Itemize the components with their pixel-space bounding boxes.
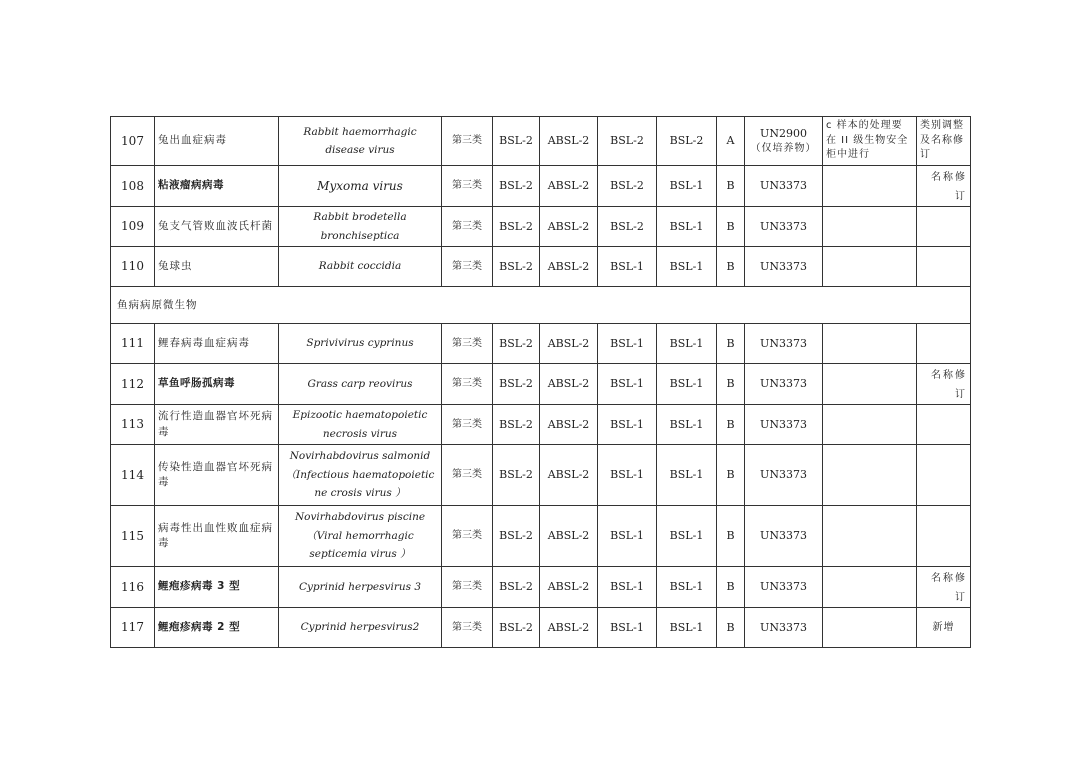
note-cell xyxy=(917,207,971,247)
hazard-class: 第三类 xyxy=(442,405,493,445)
lab-level-cultivation: BSL-2 xyxy=(493,166,540,207)
pathogen-name-zh: 兔出血症病毒 xyxy=(155,117,279,166)
remark-cell xyxy=(823,506,917,567)
table-row xyxy=(111,364,971,405)
lab-level-animal: ABSL-2 xyxy=(540,506,598,567)
packaging-category: B xyxy=(717,166,745,207)
remark-cell: c 样本的处理要在 II 级生物安全柜中进行 xyxy=(823,117,917,166)
un-number: UN3373 xyxy=(745,207,823,247)
hazard-class: 第三类 xyxy=(442,506,493,567)
note-cell xyxy=(917,324,971,364)
lab-level-inactivated: BSL-1 xyxy=(657,364,717,405)
lab-level-animal: ABSL-2 xyxy=(540,405,598,445)
un-number xyxy=(745,117,823,166)
lab-level-uncultured: BSL-1 xyxy=(598,247,657,287)
remark-cell xyxy=(823,567,917,608)
lab-level-inactivated: BSL-1 xyxy=(657,608,717,648)
lab-level-animal: ABSL-2 xyxy=(540,207,598,247)
hazard-class: 第三类 xyxy=(442,608,493,648)
pathogen-name-en: Epizootic haematopoietic necrosis virus xyxy=(279,405,442,445)
pathogen-name-en: Sprivivirus cyprinus xyxy=(279,324,442,364)
table-row xyxy=(111,324,971,364)
row-number: 115 xyxy=(111,506,155,567)
section-title: 鱼病病原微生物 xyxy=(111,287,971,324)
table-row xyxy=(111,117,971,166)
lab-level-inactivated: BSL-1 xyxy=(657,405,717,445)
lab-level-uncultured: BSL-1 xyxy=(598,405,657,445)
pathogen-name-zh: 病毒性出血性败血症病毒 xyxy=(155,506,279,567)
un-number: UN3373 xyxy=(745,166,823,207)
un-number: UN3373 xyxy=(745,445,823,506)
lab-level-inactivated: BSL-1 xyxy=(657,166,717,207)
lab-level-uncultured: BSL-2 xyxy=(598,117,657,166)
note-cell xyxy=(917,405,971,445)
lab-level-inactivated: BSL-1 xyxy=(657,567,717,608)
lab-level-animal: ABSL-2 xyxy=(540,445,598,506)
lab-level-cultivation: BSL-2 xyxy=(493,364,540,405)
packaging-category: B xyxy=(717,567,745,608)
packaging-category: B xyxy=(717,445,745,506)
pathogen-name-en: Rabbit coccidia xyxy=(279,247,442,287)
note-cell: 类别调整及名称修订 xyxy=(917,117,971,166)
hazard-class: 第三类 xyxy=(442,117,493,166)
row-number: 112 xyxy=(111,364,155,405)
lab-level-inactivated: BSL-1 xyxy=(657,324,717,364)
row-number: 109 xyxy=(111,207,155,247)
remark-cell xyxy=(823,608,917,648)
row-number: 116 xyxy=(111,567,155,608)
table-row xyxy=(111,506,971,567)
un-code: UN2900 xyxy=(760,127,807,141)
note-cell xyxy=(917,247,971,287)
lab-level-animal: ABSL-2 xyxy=(540,247,598,287)
pathogen-name-zh: 鲤春病毒血症病毒 xyxy=(155,324,279,364)
pathogen-name-en: Novirhabdovirus salmonid （Infectious haematopoietic ne crosis virus ） xyxy=(279,445,442,506)
lab-level-animal: ABSL-2 xyxy=(540,324,598,364)
section-row xyxy=(111,287,971,324)
pathogen-name-en: Cyprinid herpesvirus 3 xyxy=(279,567,442,608)
packaging-category: B xyxy=(717,405,745,445)
pathogen-name-en: Rabbit brodetella bronchiseptica xyxy=(279,207,442,247)
packaging-category: B xyxy=(717,207,745,247)
hazard-class: 第三类 xyxy=(442,207,493,247)
un-number: UN3373 xyxy=(745,364,823,405)
un-qualifier: （仅培养物） xyxy=(750,142,817,154)
lab-level-uncultured: BSL-1 xyxy=(598,567,657,608)
packaging-category: B xyxy=(717,506,745,567)
lab-level-animal: ABSL-2 xyxy=(540,364,598,405)
lab-level-cultivation: BSL-2 xyxy=(493,324,540,364)
pathogen-table xyxy=(110,116,971,648)
lab-level-animal: ABSL-2 xyxy=(540,166,598,207)
lab-level-inactivated: BSL-1 xyxy=(657,207,717,247)
packaging-category: B xyxy=(717,608,745,648)
lab-level-cultivation: BSL-2 xyxy=(493,608,540,648)
lab-level-cultivation: BSL-2 xyxy=(493,405,540,445)
lab-level-cultivation: BSL-2 xyxy=(493,567,540,608)
lab-level-animal: ABSL-2 xyxy=(540,567,598,608)
lab-level-cultivation: BSL-2 xyxy=(493,445,540,506)
table-row xyxy=(111,247,971,287)
lab-level-uncultured: BSL-1 xyxy=(598,608,657,648)
pathogen-name-zh: 粘液瘤病病毒 xyxy=(155,166,279,207)
un-number: UN3373 xyxy=(745,567,823,608)
remark-cell xyxy=(823,445,917,506)
lab-level-uncultured: BSL-1 xyxy=(598,445,657,506)
packaging-category: B xyxy=(717,364,745,405)
lab-level-uncultured: BSL-2 xyxy=(598,207,657,247)
hazard-class: 第三类 xyxy=(442,324,493,364)
lab-level-inactivated: BSL-1 xyxy=(657,445,717,506)
lab-level-uncultured: BSL-2 xyxy=(598,166,657,207)
note-cell: 名称修订 xyxy=(917,166,971,207)
table-row xyxy=(111,445,971,506)
table-row xyxy=(111,166,971,207)
lab-level-uncultured: BSL-1 xyxy=(598,324,657,364)
hazard-class: 第三类 xyxy=(442,445,493,506)
table-row xyxy=(111,405,971,445)
lab-level-cultivation: BSL-2 xyxy=(493,247,540,287)
pathogen-name-zh: 草鱼呼肠孤病毒 xyxy=(155,364,279,405)
row-number: 117 xyxy=(111,608,155,648)
pathogen-name-zh: 流行性造血器官坏死病毒 xyxy=(155,405,279,445)
pathogen-name-en: Novirhabdovirus piscine （Viral hemorrhagic septicemia virus ） xyxy=(279,506,442,567)
remark-cell xyxy=(823,324,917,364)
un-number: UN3373 xyxy=(745,405,823,445)
remark-cell xyxy=(823,364,917,405)
row-number: 111 xyxy=(111,324,155,364)
lab-level-animal: ABSL-2 xyxy=(540,117,598,166)
hazard-class: 第三类 xyxy=(442,166,493,207)
note-cell xyxy=(917,506,971,567)
hazard-class: 第三类 xyxy=(442,567,493,608)
lab-level-cultivation: BSL-2 xyxy=(493,117,540,166)
pathogen-name-en: Myxoma virus xyxy=(279,166,442,207)
pathogen-name-en: Cyprinid herpesvirus2 xyxy=(279,608,442,648)
row-number: 113 xyxy=(111,405,155,445)
lab-level-inactivated: BSL-1 xyxy=(657,247,717,287)
lab-level-animal: ABSL-2 xyxy=(540,608,598,648)
packaging-category: B xyxy=(717,324,745,364)
remark-cell xyxy=(823,405,917,445)
packaging-category: A xyxy=(717,117,745,166)
hazard-class: 第三类 xyxy=(442,247,493,287)
row-number: 114 xyxy=(111,445,155,506)
lab-level-cultivation: BSL-2 xyxy=(493,207,540,247)
remark-cell xyxy=(823,207,917,247)
packaging-category: B xyxy=(717,247,745,287)
row-number: 108 xyxy=(111,166,155,207)
note-cell: 新增 xyxy=(917,608,971,648)
hazard-class: 第三类 xyxy=(442,364,493,405)
un-number: UN3373 xyxy=(745,247,823,287)
un-number: UN3373 xyxy=(745,608,823,648)
table-row xyxy=(111,567,971,608)
lab-level-cultivation: BSL-2 xyxy=(493,506,540,567)
pathogen-name-zh: 传染性造血器官坏死病毒 xyxy=(155,445,279,506)
lab-level-inactivated: BSL-2 xyxy=(657,117,717,166)
remark-cell xyxy=(823,247,917,287)
pathogen-name-zh: 鲤疱疹病毒 3 型 xyxy=(155,567,279,608)
lab-level-inactivated: BSL-1 xyxy=(657,506,717,567)
pathogen-name-zh: 鲤疱疹病毒 2 型 xyxy=(155,608,279,648)
note-cell: 名称修订 xyxy=(917,364,971,405)
table-row xyxy=(111,207,971,247)
note-cell: 名称修订 xyxy=(917,567,971,608)
pathogen-name-zh: 兔支气管败血波氏杆菌 xyxy=(155,207,279,247)
lab-level-uncultured: BSL-1 xyxy=(598,506,657,567)
lab-level-uncultured: BSL-1 xyxy=(598,364,657,405)
note-cell xyxy=(917,445,971,506)
pathogen-name-en: Rabbit haemorrhagic disease virus xyxy=(279,117,442,166)
pathogen-name-zh: 兔球虫 xyxy=(155,247,279,287)
pathogen-name-en: Grass carp reovirus xyxy=(279,364,442,405)
remark-cell xyxy=(823,166,917,207)
row-number: 107 xyxy=(111,117,155,166)
table-row xyxy=(111,608,971,648)
un-number: UN3373 xyxy=(745,506,823,567)
un-number: UN3373 xyxy=(745,324,823,364)
row-number: 110 xyxy=(111,247,155,287)
